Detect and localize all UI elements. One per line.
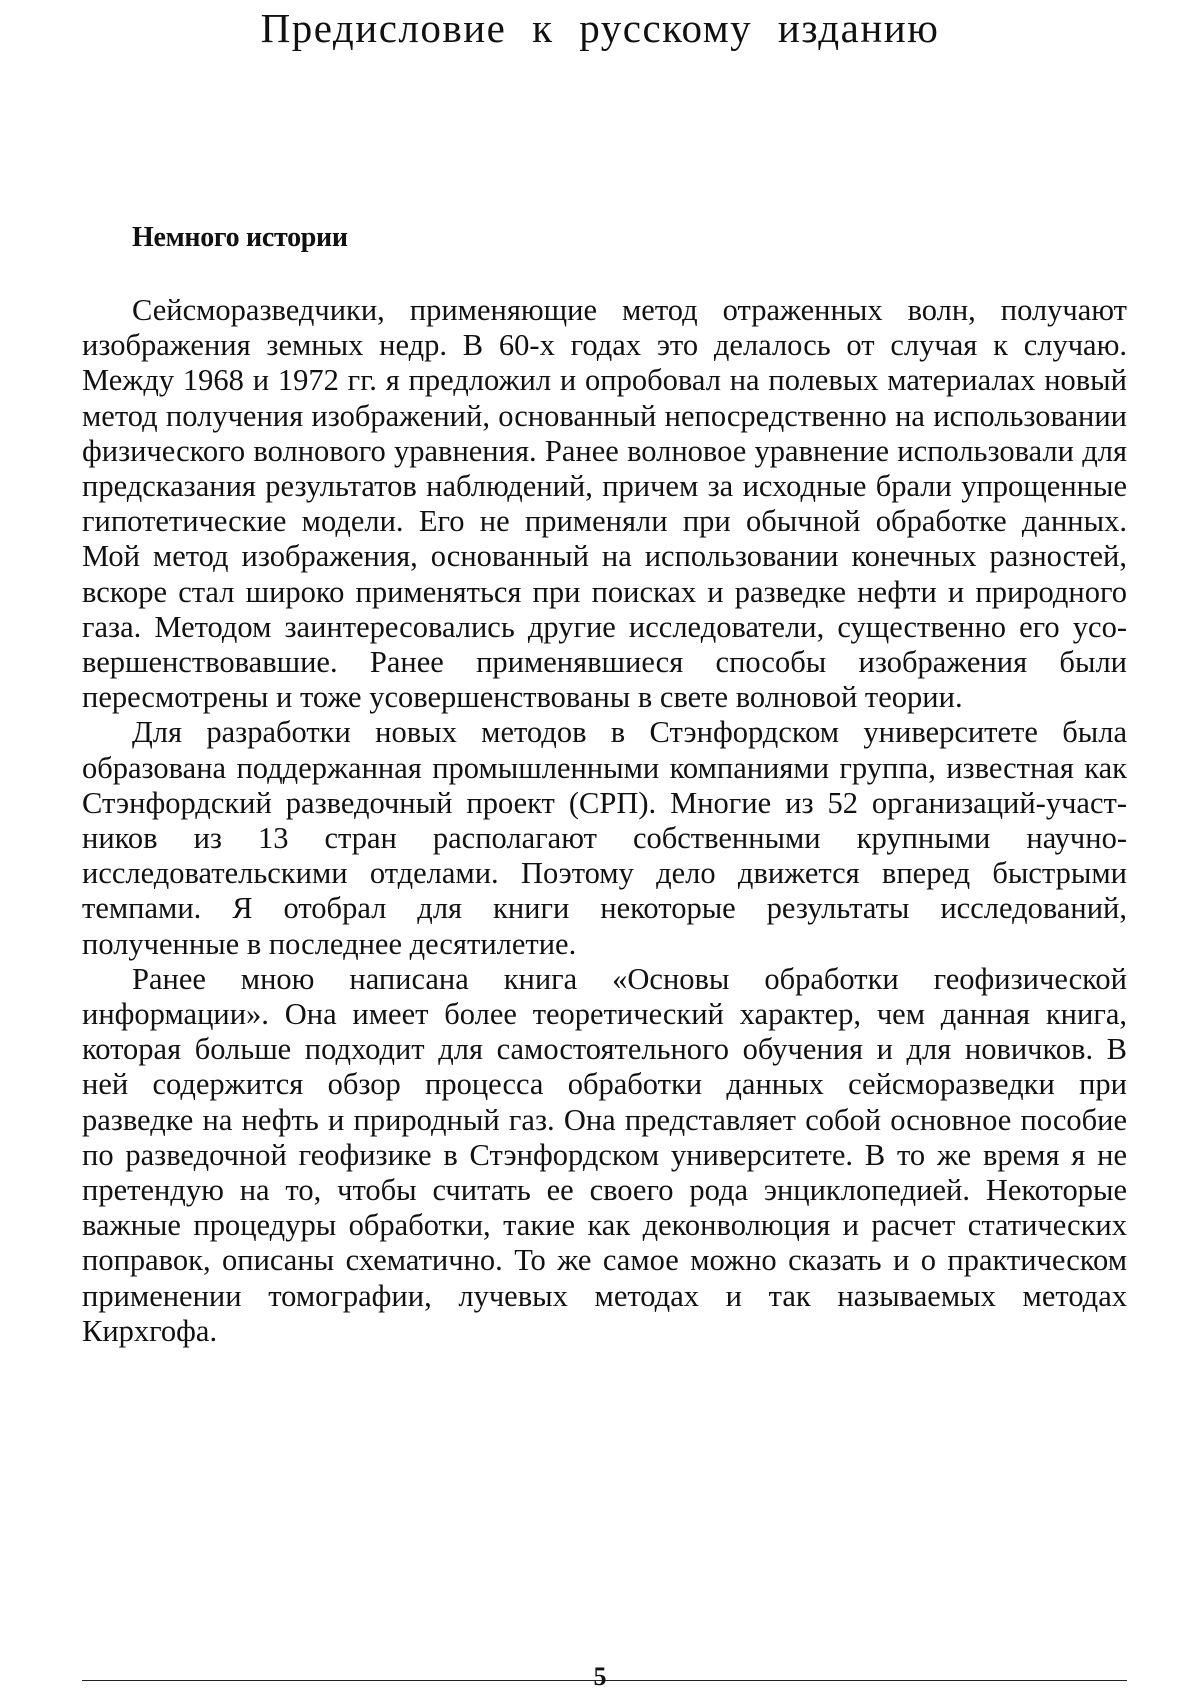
body-text — [82, 293, 1127, 1349]
section-heading: Немного истории — [132, 222, 348, 253]
paragraph-2: Для разработки новых методов в Стэнфордском университете была образована поддержанная промышленными компаниями группа, известная как Стэнфордский разведочный проект (СРП). Многие из 52 организаций-участников из 13 стран располагают собственными крупными научно-исследовательскими отделами. Поэтому дело движется вперед быстрыми темпами. Я отобрал для книги некоторые результаты исследований, полученные в последнее десятилетие. — [82, 715, 1127, 961]
paragraph-1: Сейсморазведчики, применяющие метод отраженных волн, получают изображения земных недр. В 60-х годах это делалось от случая к случаю. Между 1968 и 1972 гг. я предложил и опробовал на полевых материалах новый метод получения изображений, основанный непосредственно на использовании физического волнового уравнения. Ранее волновое уравнение использовали для предсказания результатов наблюдений, причем за исходные брали упрощенные гипотетические модели. Его не применяли при обычной обработке данных. Мой метод изображения, основанный на использовании конечных разностей, вскоре стал широко применяться при поисках и разведке нефти и природного газа. Методом заинтересовались другие исследователи, существенно его усовершенствовавшие. Ранее применявшиеся способы изображения были пересмотрены и тоже усовершенствованы в свете волновой теории. — [82, 293, 1127, 715]
chapter-title: Предисловие к русскому изданию — [260, 5, 940, 51]
page-number: 5 — [593, 1662, 607, 1691]
paragraph-3: Ранее мною написана книга «Основы обработки геофизической информации». Она имеет более теоретический характер, чем данная книга, которая больше подходит для самостоятельного обучения и для новичков. В ней содержится обзор процесса обработки данных сейсморазведки при разведке на нефть и природный газ. Она представляет собой основное пособие по разведочной геофизике в Стэнфордском университете. В то же время я не претендую на то, чтобы считать ее своего рода энциклопедией. Некоторые важные процедуры обработки, такие как деконволюция и расчет статических поправок, описаны схематично. То же самое можно сказать и о практическом применении томографии, лучевых методах и так называемых методах Кирхгофа. — [82, 961, 1127, 1348]
